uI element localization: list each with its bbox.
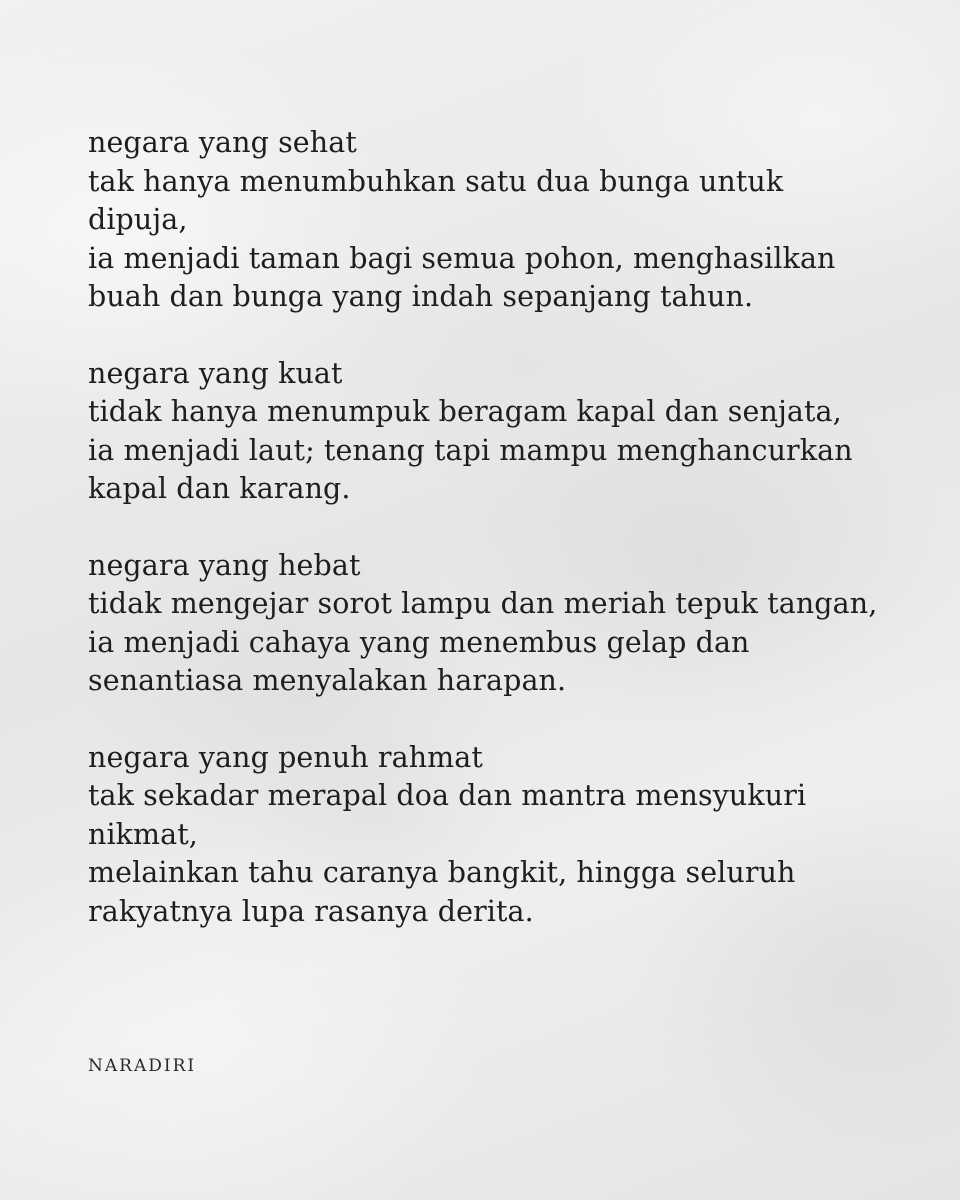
poem-line: tak hanya menumbuhkan satu dua bunga untuk bbox=[88, 164, 784, 198]
stanza-4 bbox=[88, 739, 888, 932]
poem-line: ia menjadi cahaya yang menembus gelap dan bbox=[88, 625, 750, 659]
stanza-1 bbox=[88, 124, 888, 317]
stanza-2 bbox=[88, 355, 888, 509]
poem-line: negara yang kuat bbox=[88, 356, 343, 390]
poem-line: melainkan tahu caranya bangkit, hingga seluruh bbox=[88, 856, 796, 889]
poem-line: negara yang sehat bbox=[88, 126, 357, 159]
poem-line: senantiasa menyalakan harapan. bbox=[88, 664, 567, 697]
poem-line: kapal dan karang. bbox=[88, 472, 351, 505]
stanza-3 bbox=[88, 547, 888, 701]
poem-line: dipuja, bbox=[88, 203, 188, 236]
poem-line: tidak mengejar sorot lampu dan meriah tepuk tangan, bbox=[88, 587, 878, 620]
poem-line: tidak hanya menumpuk beragam kapal dan senjata, bbox=[88, 395, 842, 428]
poem-line: negara yang penuh rahmat bbox=[88, 740, 483, 774]
poem-line: ia menjadi taman bagi semua pohon, menghasilkan bbox=[88, 241, 836, 275]
poem-line: negara yang hebat bbox=[88, 548, 361, 582]
poem-line: tak sekadar merapal doa dan mantra mensyukuri bbox=[88, 779, 807, 812]
author-name: NARADIRI bbox=[88, 1056, 197, 1076]
poem-line: rakyatnya lupa rasanya derita. bbox=[88, 894, 534, 928]
poem bbox=[88, 124, 888, 969]
poem-line: ia menjadi laut; tenang tapi mampu menghancurkan bbox=[88, 433, 853, 467]
poem-line: nikmat, bbox=[88, 817, 198, 851]
poem-line: buah dan bunga yang indah sepanjang tahun. bbox=[88, 280, 754, 313]
